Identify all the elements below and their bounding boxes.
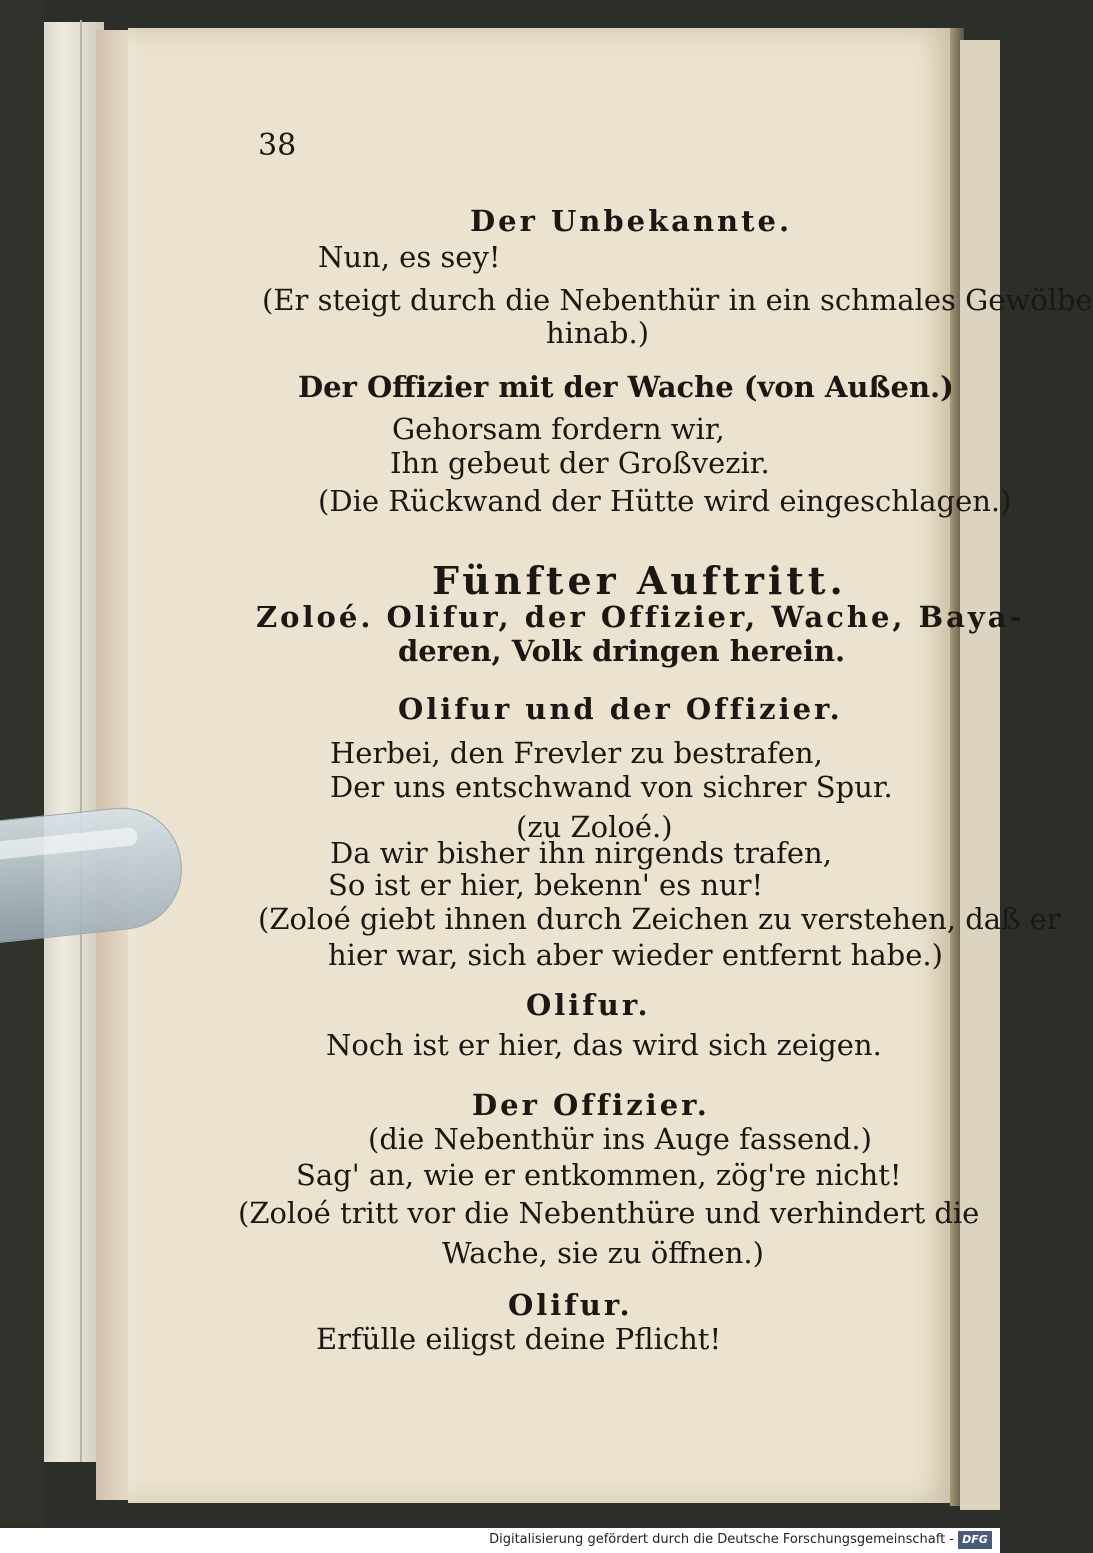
cast-list-cont: deren, Volk dringen herein. (398, 634, 846, 668)
footer-bar (0, 1528, 1000, 1553)
speaker-heading: Olifur. (526, 988, 651, 1022)
scanner-background (0, 0, 44, 1525)
verse-line: Da wir bisher ihn nirgends trafen, (330, 836, 832, 870)
facing-page-edge (960, 40, 1000, 1510)
verse-line: Ihn gebeut der Großvezir. (390, 446, 770, 480)
cast-list: Zoloé. Olifur, der Offizier, Wache, Baya- (256, 600, 1025, 634)
scene-heading: Fünfter Auftritt. (432, 558, 847, 603)
stage-direction-cont: hinab.) (546, 316, 650, 350)
dfg-logo: DFG (958, 1531, 992, 1549)
verse-line: Gehorsam fordern wir, (392, 412, 725, 446)
verse-line: So ist er hier, bekenn' es nur! (328, 868, 764, 902)
stage-direction: (Zoloé giebt ihnen durch Zeichen zu verstehen, daß er (258, 902, 1061, 936)
stage-direction: (Zoloé tritt vor die Nebenthüre und verhindert die (238, 1196, 980, 1230)
verse-line: Nun, es sey! (318, 240, 501, 274)
speaker-heading: Der Unbekannte. (470, 204, 793, 238)
verse-line: Erfülle eiligst deine Pflicht! (316, 1322, 722, 1356)
page-edge-line (80, 20, 82, 1462)
speaker-heading: Der Offizier. (472, 1088, 710, 1122)
stage-direction: (zu Zoloé.) (516, 810, 673, 844)
scanner-background-corner (982, 0, 1000, 40)
page-number: 38 (258, 128, 297, 163)
verse-line: Noch ist er hier, das wird sich zeigen. (326, 1028, 882, 1062)
stage-direction: (Er steigt durch die Nebenthür in ein schmales Gewölbe (262, 283, 1093, 317)
stage-direction-cont: Wache, sie zu öffnen.) (442, 1236, 764, 1270)
speaker-heading: Olifur. (508, 1288, 633, 1322)
verse-line: Herbei, den Frevler zu bestrafen, (330, 736, 823, 770)
speaker-heading: Olifur und der Offizier. (398, 692, 843, 726)
verse-line: Der uns entschwand von sichrer Spur. (330, 770, 893, 804)
stage-direction: (Die Rückwand der Hütte wird eingeschlagen.) (318, 484, 1012, 518)
speaker-heading: Der Offizier mit der Wache (von Außen.) (298, 370, 954, 404)
verse-line: Sag' an, wie er entkommen, zög're nicht! (296, 1158, 902, 1192)
stage-direction: (die Nebenthür ins Auge fassend.) (368, 1122, 872, 1156)
page-edges (44, 22, 104, 1462)
spatula-highlight (0, 827, 138, 861)
stage-direction-cont: hier war, sich aber wieder entfernt habe.) (328, 938, 943, 972)
funding-notice: Digitalisierung gefördert durch die Deutsche Forschungsgemeinschaft - (489, 1532, 954, 1547)
